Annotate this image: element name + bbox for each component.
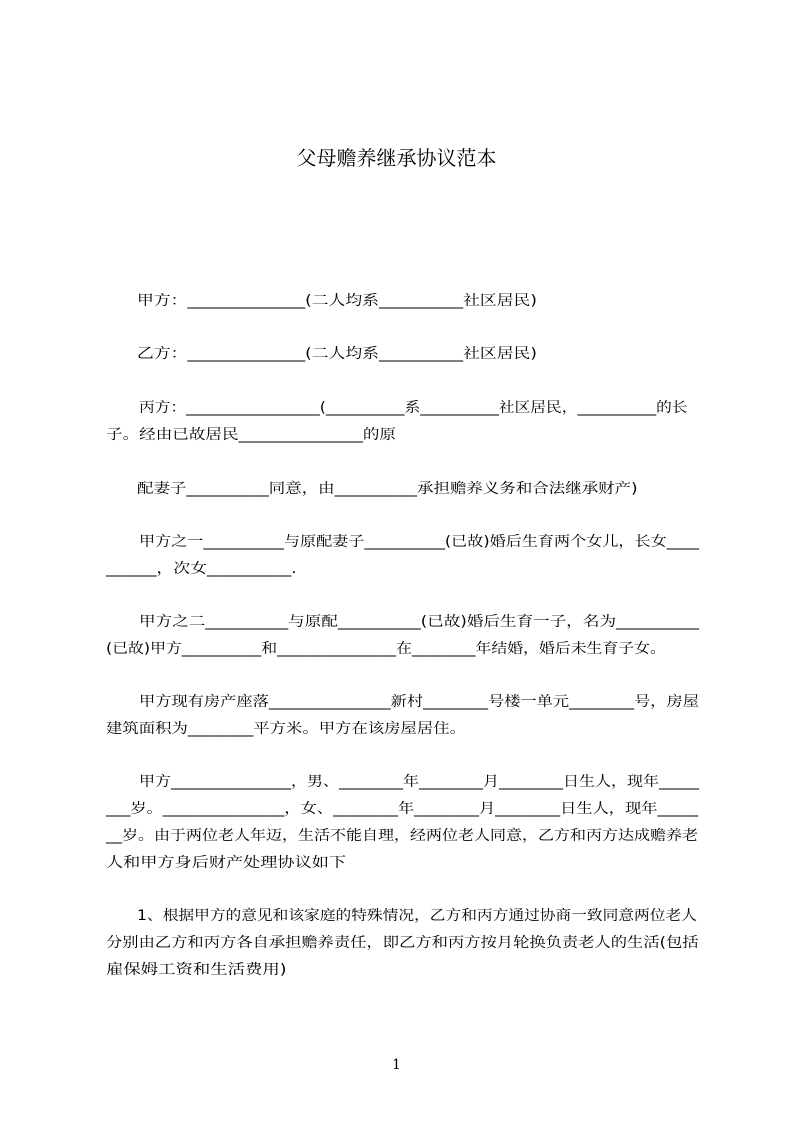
party-a-line: 甲方：______________(二人均系__________社区居民) bbox=[137, 293, 537, 309]
party-a1-line-2: ______，次女__________. bbox=[106, 561, 297, 577]
party-b-line: 乙方：______________(二人均系__________社区居民) bbox=[137, 346, 537, 362]
property-line-2: 建筑面积为________平方米。甲方在该房屋居住。 bbox=[106, 721, 466, 737]
party-a2-line-2: (已故)甲方__________和_______________在________年结婚，婚后未生育子女。 bbox=[106, 641, 666, 657]
page-number: 1 bbox=[392, 1057, 401, 1073]
party-c-line-3: 配妻子__________同意，由__________承担赡养义务和合法继承财产) bbox=[137, 481, 638, 497]
persons-line-3: __岁。由于两位老人年迈，生活不能自理，经两位老人同意，乙方和丙方达成赡养老 bbox=[106, 828, 698, 844]
persons-line-4: 人和甲方身后财产处理协议如下 bbox=[106, 855, 346, 871]
party-c-line-1: 丙方：_________________(__________系__________社区居民，__________的长 bbox=[139, 400, 688, 416]
persons-line-2: ___岁。_______________，女、________年________月________日生人，现年_____ bbox=[106, 801, 698, 817]
party-a2-line-1: 甲方之二__________与原配__________(已故)婚后生育一子，名为__________ bbox=[139, 614, 699, 630]
clause-1-line-1: 1、根据甲方的意见和该家庭的特殊情况，乙方和丙方通过协商一致同意两位老人 bbox=[137, 908, 697, 924]
clause-1-line-2: 分别由乙方和丙方各自承担赡养责任，即乙方和丙方按月轮换负责老人的生活(包括 bbox=[106, 935, 699, 951]
document-title: 父母赡养继承协议范本 bbox=[296, 146, 497, 170]
persons-line-1: 甲方_______________，男、________年________月________日生人，现年_____ bbox=[139, 774, 699, 790]
party-c-line-2: 子。经由已故居民_______________的原 bbox=[106, 427, 396, 443]
clause-1-line-3: 雇保姆工资和生活费用) bbox=[106, 962, 287, 978]
property-line-1: 甲方现有房产座落_______________新村________号楼一单元________号，房屋 bbox=[139, 694, 699, 710]
party-a1-line-1: 甲方之一__________与原配妻子__________(已故)婚后生育两个女儿，长女____ bbox=[139, 534, 699, 550]
